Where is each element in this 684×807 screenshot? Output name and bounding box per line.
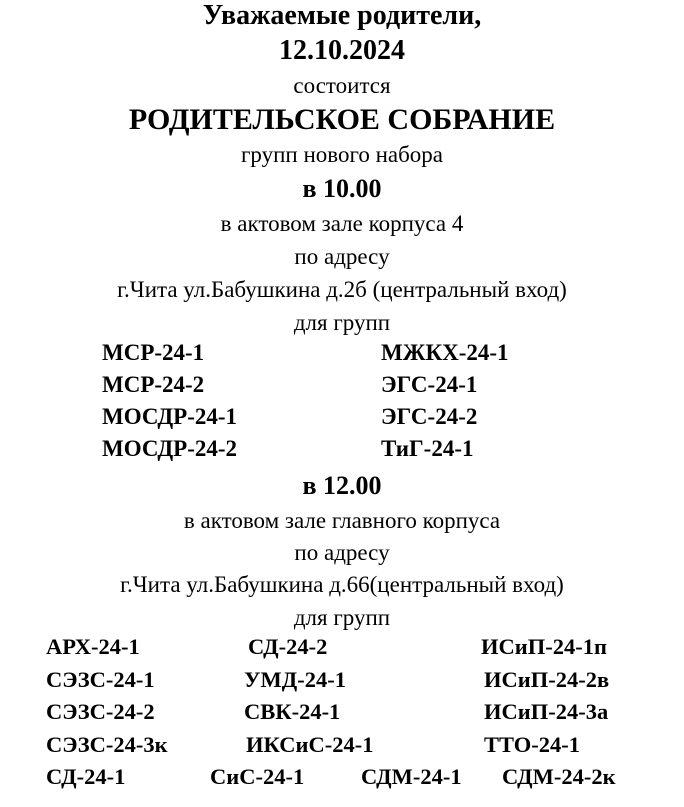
group-code: СДМ-24-2к	[502, 764, 616, 789]
group-code: СД-24-1	[46, 764, 126, 789]
group-code: УМД-24-1	[244, 667, 346, 692]
group-code: МСР-24-1	[102, 340, 205, 365]
group-code: ЭГС-24-1	[381, 372, 478, 397]
session1-place: в актовом зале корпуса 4	[220, 211, 464, 236]
session2-place: в актовом зале главного корпуса	[183, 508, 501, 533]
group-code: ЭГС-24-2	[381, 404, 478, 429]
group-code: ИСиП-24-3а	[484, 699, 609, 724]
group-code: ИКСиС-24-1	[246, 732, 374, 757]
group-code: МОСДР-24-1	[102, 404, 238, 429]
session1-groups-label: для групп	[293, 310, 391, 335]
group-code: СДМ-24-1	[361, 764, 462, 789]
group-code: СВК-24-1	[244, 699, 341, 724]
greeting-heading: Уважаемые родители,	[202, 0, 482, 31]
group-code: СЭЗС-24-3к	[46, 732, 168, 757]
session1-address-label: по адресу	[294, 244, 390, 269]
group-code: СЭЗС-24-1	[46, 667, 155, 692]
group-code: СД-24-2	[248, 634, 328, 659]
session2-time: в 12.00	[302, 471, 382, 500]
group-code: ИСиП-24-1п	[481, 634, 607, 659]
session2-groups-label: для групп	[293, 605, 391, 630]
group-code: СЭЗС-24-2	[46, 699, 155, 724]
session2-address: г.Чита ул.Бабушкина д.66(центральный вход)	[120, 572, 564, 597]
session1-time: в 10.00	[302, 174, 382, 203]
meeting-date: 12.10.2024	[279, 35, 405, 66]
group-code: ИСиП-24-2в	[484, 667, 610, 692]
event-title: РОДИТЕЛЬСКОЕ СОБРАНИЕ	[128, 103, 556, 136]
group-code: МЖКХ-24-1	[381, 340, 509, 365]
session2-address-label: по адресу	[294, 540, 390, 565]
group-code: ТиГ-24-1	[381, 436, 474, 461]
will-take-place-text: состоится	[293, 73, 391, 98]
group-code: ТТО-24-1	[484, 732, 580, 757]
audience-text: групп нового набора	[240, 142, 444, 167]
group-code: СиС-24-1	[210, 764, 305, 789]
group-code: МОСДР-24-2	[102, 436, 238, 461]
session1-address: г.Чита ул.Бабушкина д.2б (центральный вход)	[117, 277, 567, 302]
group-code: МСР-24-2	[102, 372, 205, 397]
group-code: АРХ-24-1	[46, 634, 140, 659]
